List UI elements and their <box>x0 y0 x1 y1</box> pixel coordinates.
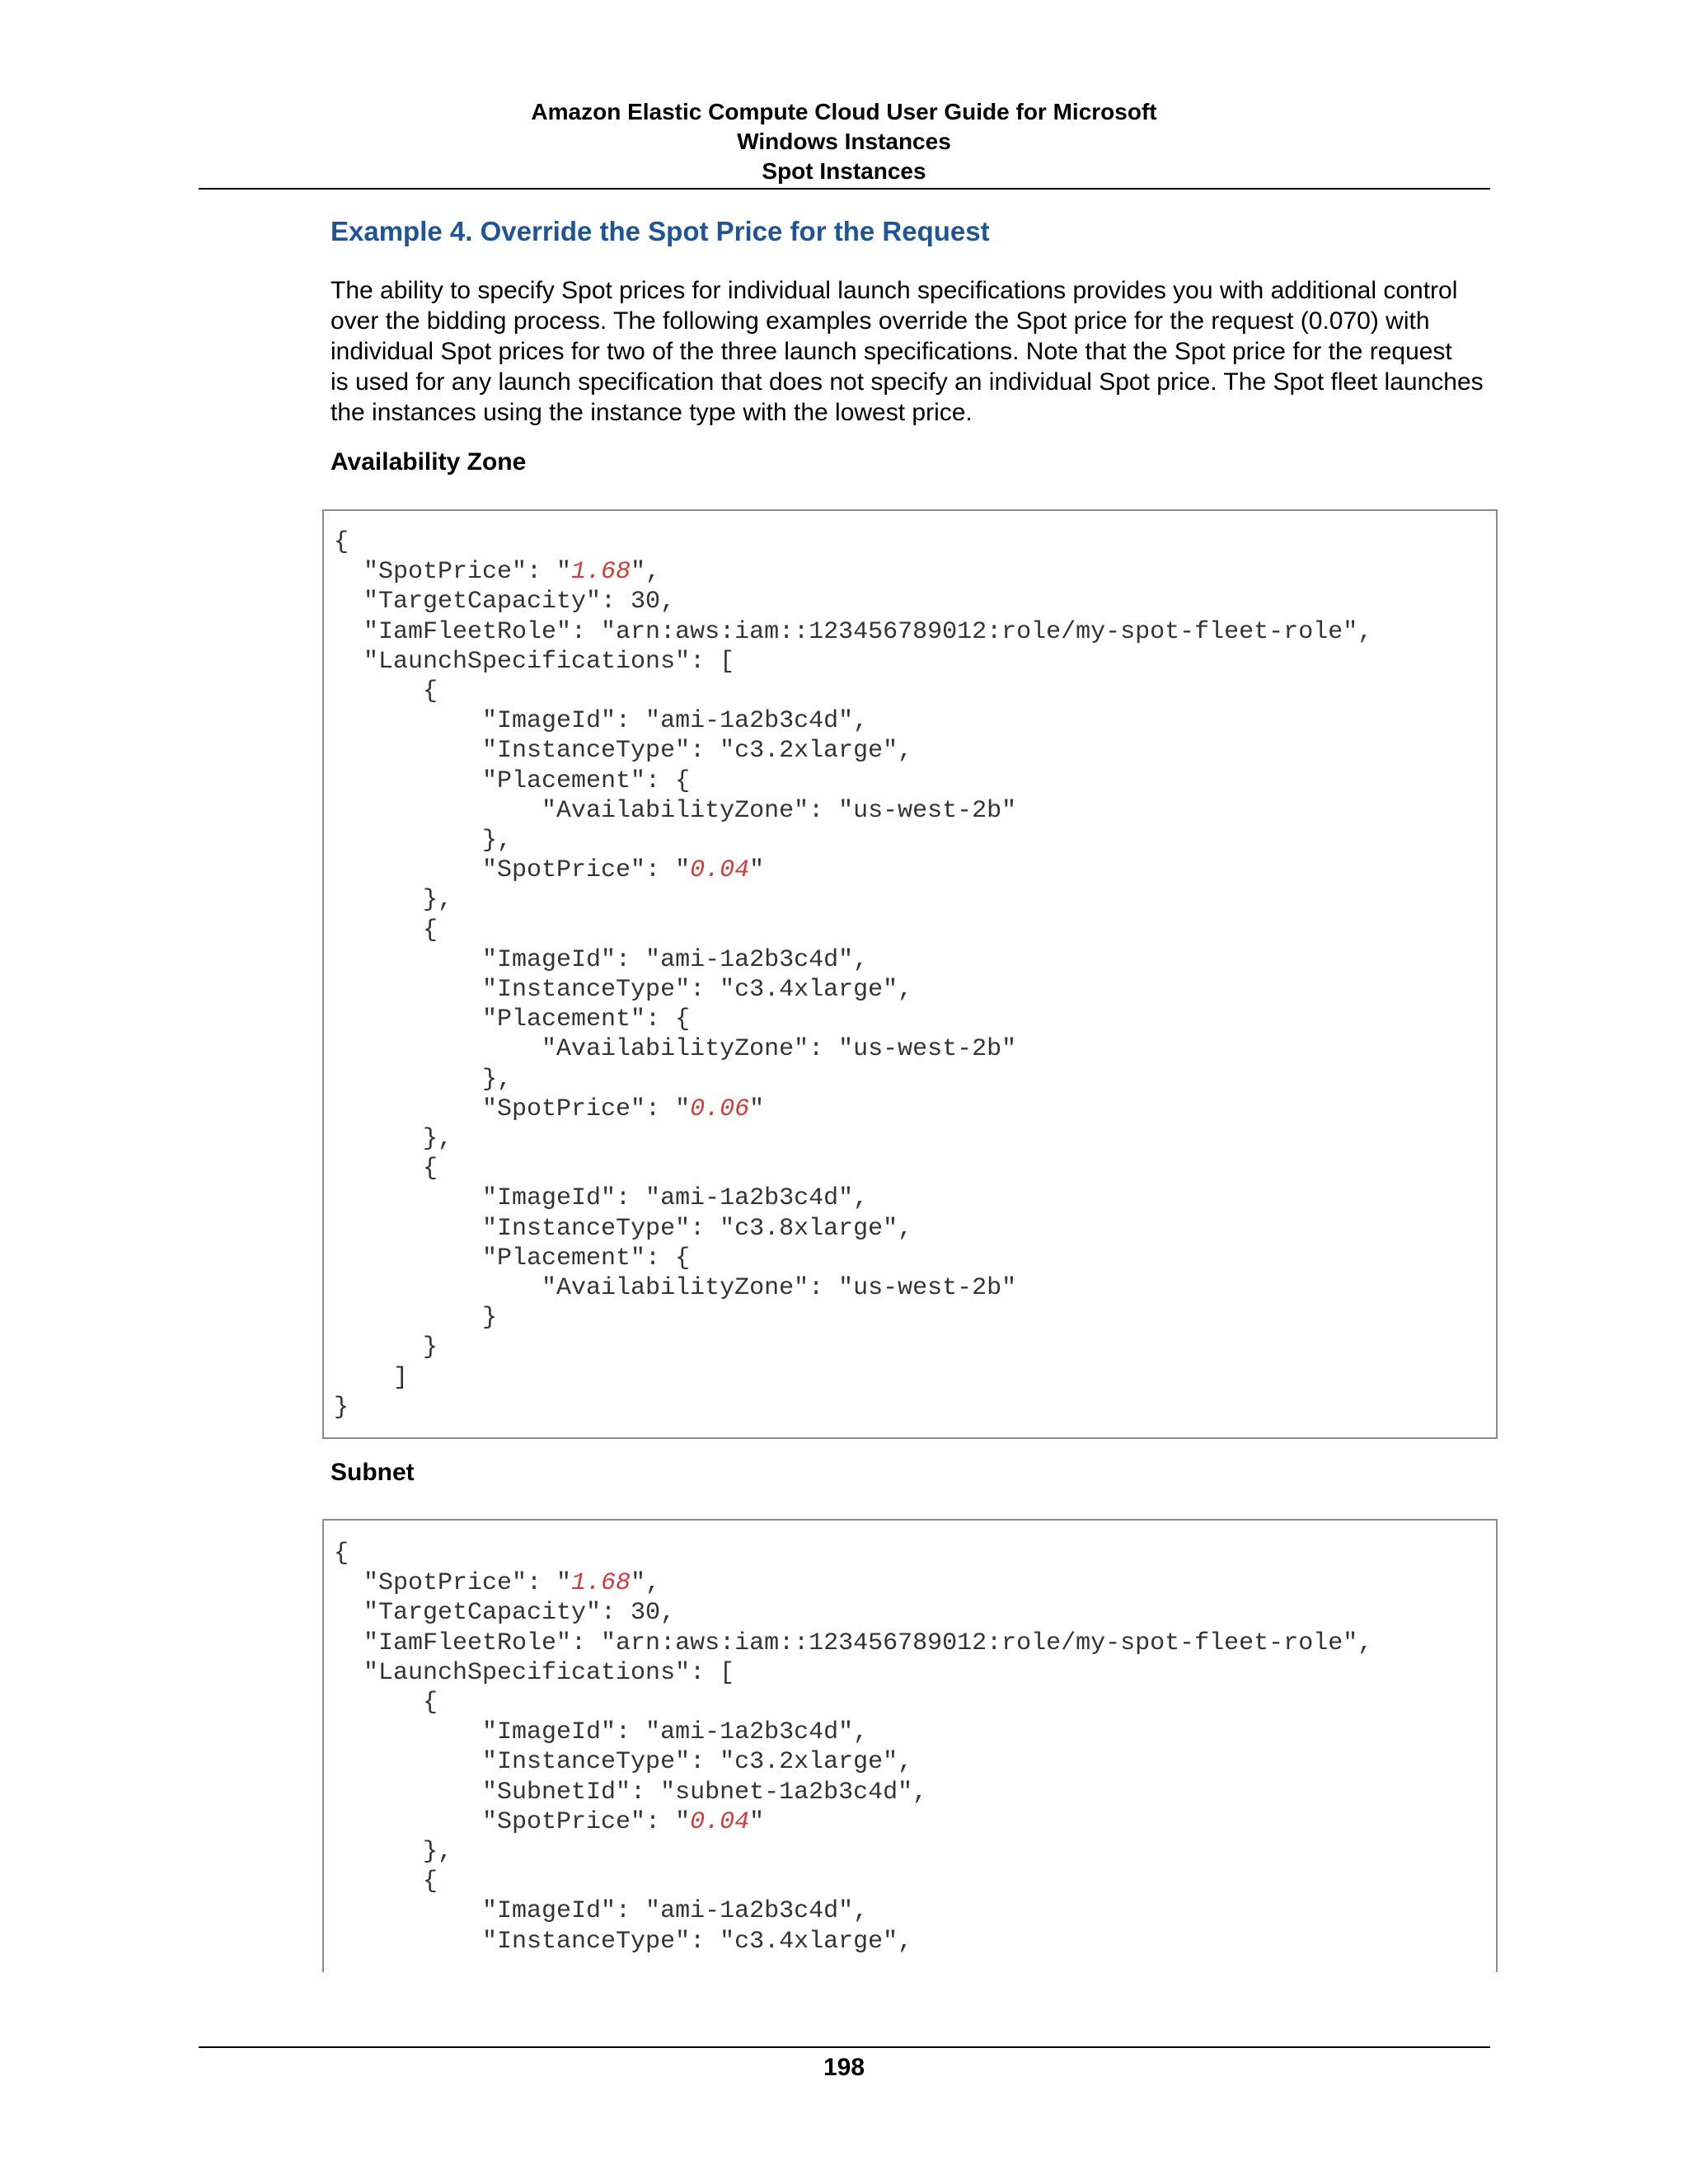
code-line: }, <box>334 1125 453 1154</box>
spot-price-value: 0.04 <box>690 1807 750 1836</box>
code-line: "ImageId": "ami-1a2b3c4d", <box>334 707 869 736</box>
code-line: "SpotPrice": "0.04" <box>334 1807 765 1836</box>
code-line: "SpotPrice": "1.68", <box>334 558 661 587</box>
code-line: { <box>334 528 349 556</box>
code-line: "AvailabilityZone": "us-west-2b" <box>334 796 1017 825</box>
intro-paragraph: The ability to specify Spot prices for individual launch specifications provides you with additional control over the bidding process. The following examples override the Spot price for the request (0.070) with individual Spot prices for two of the three launch specifications. Note that the Spot price for the request is used for any launch specification that does not specify an individual Spot price. The Spot fleet launches the instances using the instance type with the lowest price. <box>331 277 1484 426</box>
code-line: { <box>334 1689 438 1718</box>
code-line: "InstanceType": "c3.2xlarge", <box>334 1748 913 1777</box>
header-divider <box>199 188 1490 190</box>
code-line: "IamFleetRole": "arn:aws:iam::123456789012:role/my-spot-fleet-role", <box>334 1629 1373 1657</box>
header-line-2: Windows Instances <box>737 129 951 154</box>
code-line: }, <box>334 886 453 915</box>
code-line: "AvailabilityZone": "us-west-2b" <box>334 1274 1017 1303</box>
spot-price-value: 0.04 <box>690 856 750 885</box>
code-line: "TargetCapacity": 30, <box>334 588 676 616</box>
code-line: }, <box>334 1065 513 1094</box>
code-line: "IamFleetRole": "arn:aws:iam::123456789012:role/my-spot-fleet-role", <box>334 617 1373 646</box>
header-line-3: Spot Instances <box>762 158 926 184</box>
spot-price-value: 1.68 <box>571 558 631 587</box>
running-header <box>0 97 1688 186</box>
availability-zone-code-block <box>322 509 1498 1439</box>
code-line: "LaunchSpecifications": [ <box>334 1658 735 1687</box>
code-line: "Placement": { <box>334 766 691 795</box>
code-line: }, <box>334 827 513 855</box>
code-line: "SpotPrice": "0.04" <box>334 856 765 885</box>
code-line: "AvailabilityZone": "us-west-2b" <box>334 1035 1017 1064</box>
code-line: } <box>334 1304 498 1333</box>
page-number: 198 <box>823 2054 865 2081</box>
code-line: "ImageId": "ami-1a2b3c4d", <box>334 1897 869 1926</box>
code-line: "ImageId": "ami-1a2b3c4d", <box>334 1718 869 1747</box>
code-line: "TargetCapacity": 30, <box>334 1599 676 1628</box>
code-line: ] <box>334 1363 409 1392</box>
code-line: "ImageId": "ami-1a2b3c4d", <box>334 1184 869 1213</box>
code-line: "InstanceType": "c3.2xlarge", <box>334 737 913 766</box>
section-title: Example 4. Override the Spot Price for the Request <box>331 216 990 246</box>
code-line: "Placement": { <box>334 1244 691 1272</box>
code-line: { <box>334 1540 349 1568</box>
code-listing <box>324 527 1496 1422</box>
spot-price-value: 1.68 <box>571 1569 631 1598</box>
code-line: { <box>334 1868 438 1896</box>
code-line: }, <box>334 1838 453 1867</box>
code-line: "InstanceType": "c3.8xlarge", <box>334 1214 913 1243</box>
code-line: "SubnetId": "subnet-1a2b3c4d", <box>334 1778 928 1807</box>
header-line-1: Amazon Elastic Compute Cloud User Guide for Microsoft <box>531 99 1157 124</box>
code-line: "ImageId": "ami-1a2b3c4d", <box>334 945 869 974</box>
code-line: } <box>334 1393 349 1422</box>
code-line: "SpotPrice": "0.06" <box>334 1094 765 1123</box>
availability-zone-heading: Availability Zone <box>331 448 527 476</box>
code-line: "Placement": { <box>334 1005 691 1034</box>
subnet-code-block <box>322 1519 1498 1972</box>
code-line: "SpotPrice": "1.68", <box>334 1569 661 1598</box>
code-line: "InstanceType": "c3.4xlarge", <box>334 1927 913 1956</box>
code-line: "LaunchSpecifications": [ <box>334 647 735 676</box>
footer-divider <box>199 2046 1490 2048</box>
code-listing <box>324 1539 1496 1957</box>
code-line: } <box>334 1333 438 1362</box>
code-line: { <box>334 916 438 944</box>
subnet-heading: Subnet <box>331 1459 415 1486</box>
code-line: { <box>334 677 438 706</box>
code-line: "InstanceType": "c3.4xlarge", <box>334 976 913 1005</box>
spot-price-value: 0.06 <box>690 1094 750 1123</box>
code-line: { <box>334 1155 438 1183</box>
